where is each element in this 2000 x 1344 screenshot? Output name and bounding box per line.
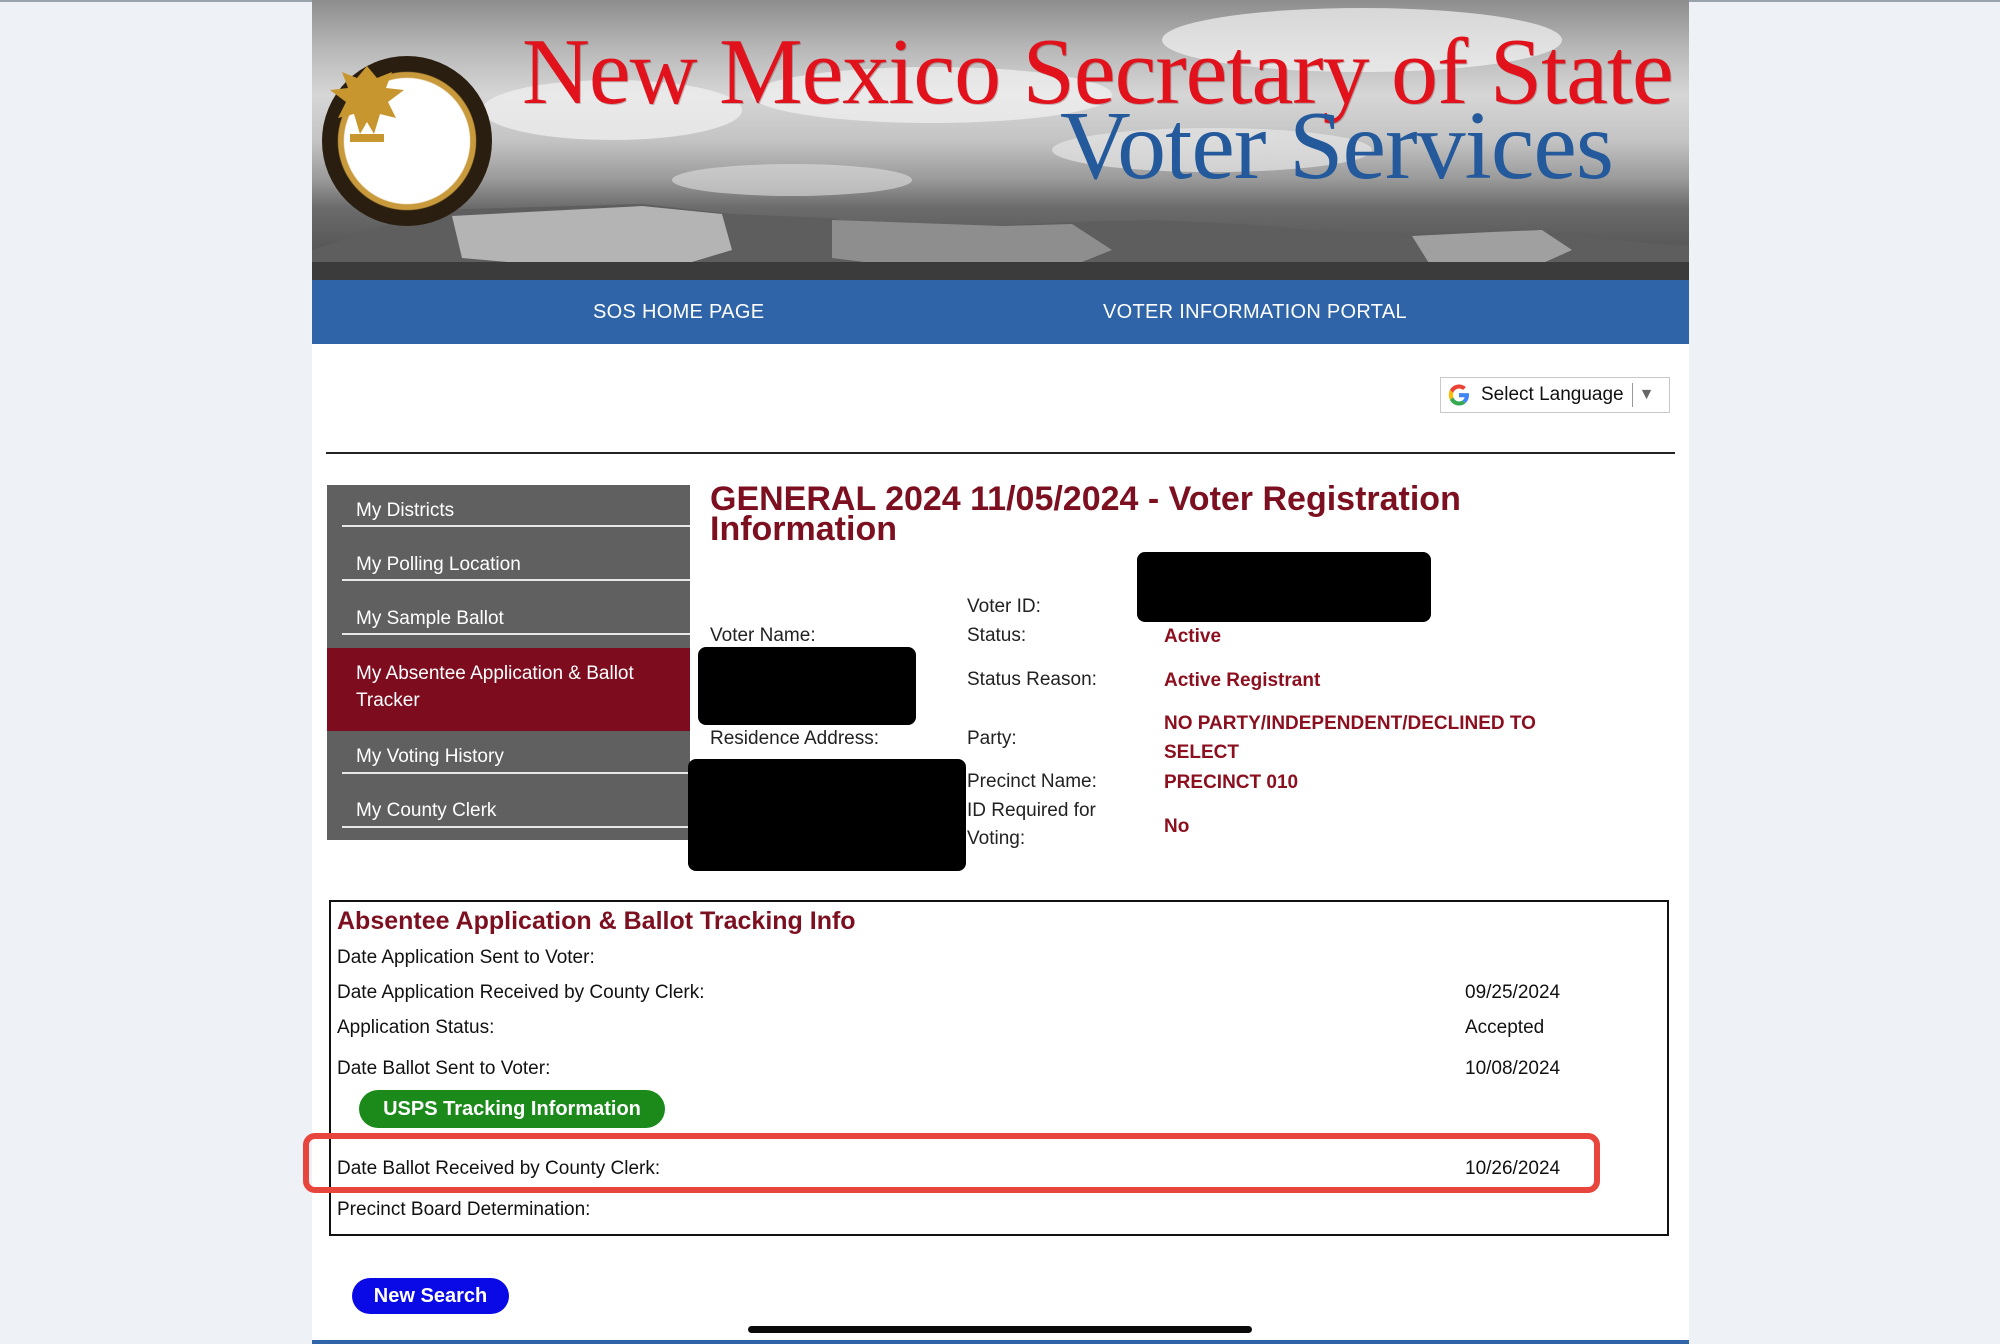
footer-border: [312, 1340, 1689, 1344]
language-label: Select Language: [1481, 384, 1624, 405]
tracking-row-value: 10/26/2024: [1465, 1158, 1561, 1179]
sidebar-item-voting-history[interactable]: [327, 731, 690, 786]
party-label: Party:: [967, 728, 1017, 749]
new-search-button[interactable]: New Search: [352, 1278, 509, 1314]
page-title: GENERAL 2024 11/05/2024 - Voter Registration Information: [710, 480, 1461, 548]
language-divider: [1632, 383, 1633, 407]
nav-bar: [312, 280, 1689, 344]
tracking-row-label: Precinct Board Determination:: [337, 1199, 591, 1220]
language-select[interactable]: [1440, 377, 1670, 413]
sidebar-item-polling-location[interactable]: [327, 539, 690, 593]
id-required-label: ID Required for Voting:: [967, 800, 1096, 849]
banner-title: New Mexico Secretary of State: [522, 20, 1673, 124]
sidebar-item-sample-ballot[interactable]: [327, 593, 690, 647]
redacted-voter-name: [698, 647, 916, 725]
header-banner: [312, 0, 1689, 280]
party-value: NO PARTY/INDEPENDENT/DECLINED TO SELECT: [1164, 713, 1536, 763]
tracking-row-label: Date Application Sent to Voter:: [337, 947, 595, 968]
tracking-row-value: Accepted: [1465, 1017, 1545, 1038]
menu-separator: [342, 772, 690, 774]
status-reason-label: Status Reason:: [967, 669, 1097, 690]
divider: [326, 452, 1675, 454]
menu-separator: [342, 826, 690, 828]
residence-address-label: Residence Address:: [710, 728, 879, 749]
status-value: Active: [1164, 626, 1222, 647]
usps-tracking-button[interactable]: USPS Tracking Information: [359, 1090, 665, 1128]
ballot-received-highlight: [303, 1133, 1600, 1193]
tracking-row-label: Date Application Received by County Clerk:: [337, 982, 705, 1003]
status-reason-value: Active Registrant: [1164, 670, 1321, 691]
sidebar-item-absentee-tracker[interactable]: [327, 648, 690, 731]
tracking-row-label: Date Ballot Received by County Clerk:: [337, 1158, 661, 1179]
sidebar-item-county-clerk[interactable]: [327, 786, 690, 840]
banner-subtitle: Voter Services: [1060, 92, 1613, 200]
precinct-name-label: Precinct Name:: [967, 771, 1097, 792]
sidebar-item-label: My Absentee Application & Ballot Tracker: [356, 663, 634, 711]
menu-separator: [342, 633, 690, 635]
state-seal-image: [322, 56, 492, 226]
voter-id-label: Voter ID:: [967, 596, 1041, 617]
menu-separator: [342, 579, 690, 581]
tracking-title: Absentee Application & Ballot Tracking Info: [337, 907, 856, 935]
menu-separator: [342, 525, 690, 527]
sidebar-item-label: My Polling Location: [356, 554, 521, 575]
dropdown-arrow-icon: ▼: [1638, 386, 1655, 403]
nav-sos-home[interactable]: SOS HOME PAGE: [593, 301, 765, 323]
sidebar-menu: [327, 485, 690, 840]
tracking-row-value: 10/08/2024: [1465, 1058, 1561, 1079]
sidebar-item-districts[interactable]: [327, 485, 690, 539]
precinct-name-value: PRECINCT 010: [1164, 772, 1299, 793]
redacted-address: [688, 759, 966, 871]
google-icon: [1445, 381, 1473, 409]
nav-voter-portal[interactable]: VOTER INFORMATION PORTAL: [1103, 301, 1407, 323]
id-required-value: No: [1164, 816, 1190, 837]
sidebar-item-label: My County Clerk: [356, 800, 497, 821]
voter-name-label: Voter Name:: [710, 625, 816, 646]
sidebar-item-label: My Sample Ballot: [356, 608, 504, 629]
eagle-icon: [322, 56, 412, 150]
tracking-row-value: 09/25/2024: [1465, 982, 1561, 1003]
tracking-row-label: Application Status:: [337, 1017, 495, 1038]
tracking-row-label: Date Ballot Sent to Voter:: [337, 1058, 551, 1079]
status-label: Status:: [967, 625, 1027, 646]
sidebar-item-label: My Districts: [356, 500, 455, 521]
home-indicator[interactable]: [748, 1326, 1252, 1333]
redacted-voter-id: [1137, 552, 1431, 622]
sidebar-item-label: My Voting History: [356, 746, 504, 767]
